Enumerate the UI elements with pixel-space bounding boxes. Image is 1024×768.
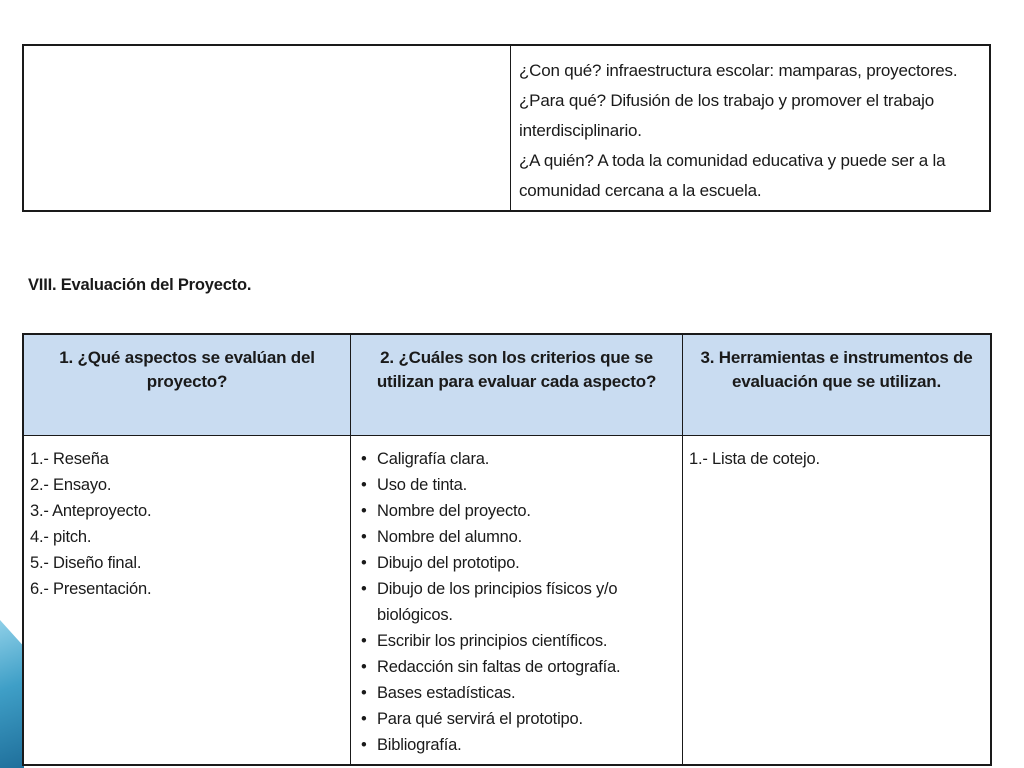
aspect-item: 6.- Presentación. (30, 580, 152, 598)
description-line: ¿Con qué? infraestructura escolar: mamparas, proyectores. (519, 61, 958, 80)
criteria-list (357, 446, 678, 758)
aspect-item: 3.- Anteproyecto. (30, 502, 152, 520)
top-table-description-cell (511, 46, 989, 210)
aspects-cell (24, 436, 351, 764)
evaluation-table (22, 333, 992, 766)
description-line: ¿Para qué? Difusión de los trabajo y promover el trabajo (519, 91, 934, 110)
criteria-item: • Bases estadísticas. (357, 680, 678, 706)
criteria-item: • Dibujo del prototipo. (357, 550, 678, 576)
description-line: ¿A quién? A toda la comunidad educativa y puede ser a la (519, 151, 946, 170)
section-title: VIII. Evaluación del Proyecto. (28, 276, 252, 294)
description-line: interdisciplinario. (519, 121, 642, 140)
left-edge-decoration (0, 620, 24, 768)
header-tools: 3. Herramientas e instrumentos de evaluación que se utilizan. (700, 348, 973, 391)
aspect-item: 2.- Ensayo. (30, 476, 112, 494)
evaluation-table-header (24, 335, 990, 436)
aspect-item: 5.- Diseño final. (30, 554, 142, 572)
tools-cell (683, 436, 990, 764)
criteria-item: • Nombre del alumno. (357, 524, 678, 550)
evaluation-table-body (24, 436, 990, 764)
criteria-item: • Dibujo de los principios físicos y/o biológicos. (357, 576, 678, 628)
criteria-item: • Para qué servirá el prototipo. (357, 706, 678, 732)
criteria-item: • Nombre del proyecto. (357, 498, 678, 524)
criteria-item: • Redacción sin faltas de ortografía. (357, 654, 678, 680)
header-aspects: 1. ¿Qué aspectos se evalúan del proyecto? (24, 335, 351, 435)
description-line: comunidad cercana a la escuela. (519, 181, 762, 200)
tool-item: 1.- Lista de cotejo. (689, 450, 820, 468)
top-table-empty-cell (24, 46, 511, 210)
criteria-item: • Escribir los principios científicos. (357, 628, 678, 654)
criteria-item: • Bibliografía. (357, 732, 678, 758)
header-criteria: 2. ¿Cuáles son los criterios que se utilizan para evaluar cada aspecto? (351, 335, 683, 435)
aspect-item: 4.- pitch. (30, 528, 92, 546)
aspect-item: 1.- Reseña (30, 450, 109, 468)
criteria-cell (351, 436, 683, 764)
criteria-item: • Uso de tinta. (357, 472, 678, 498)
criteria-item: • Caligrafía clara. (357, 446, 678, 472)
top-table (22, 44, 991, 212)
